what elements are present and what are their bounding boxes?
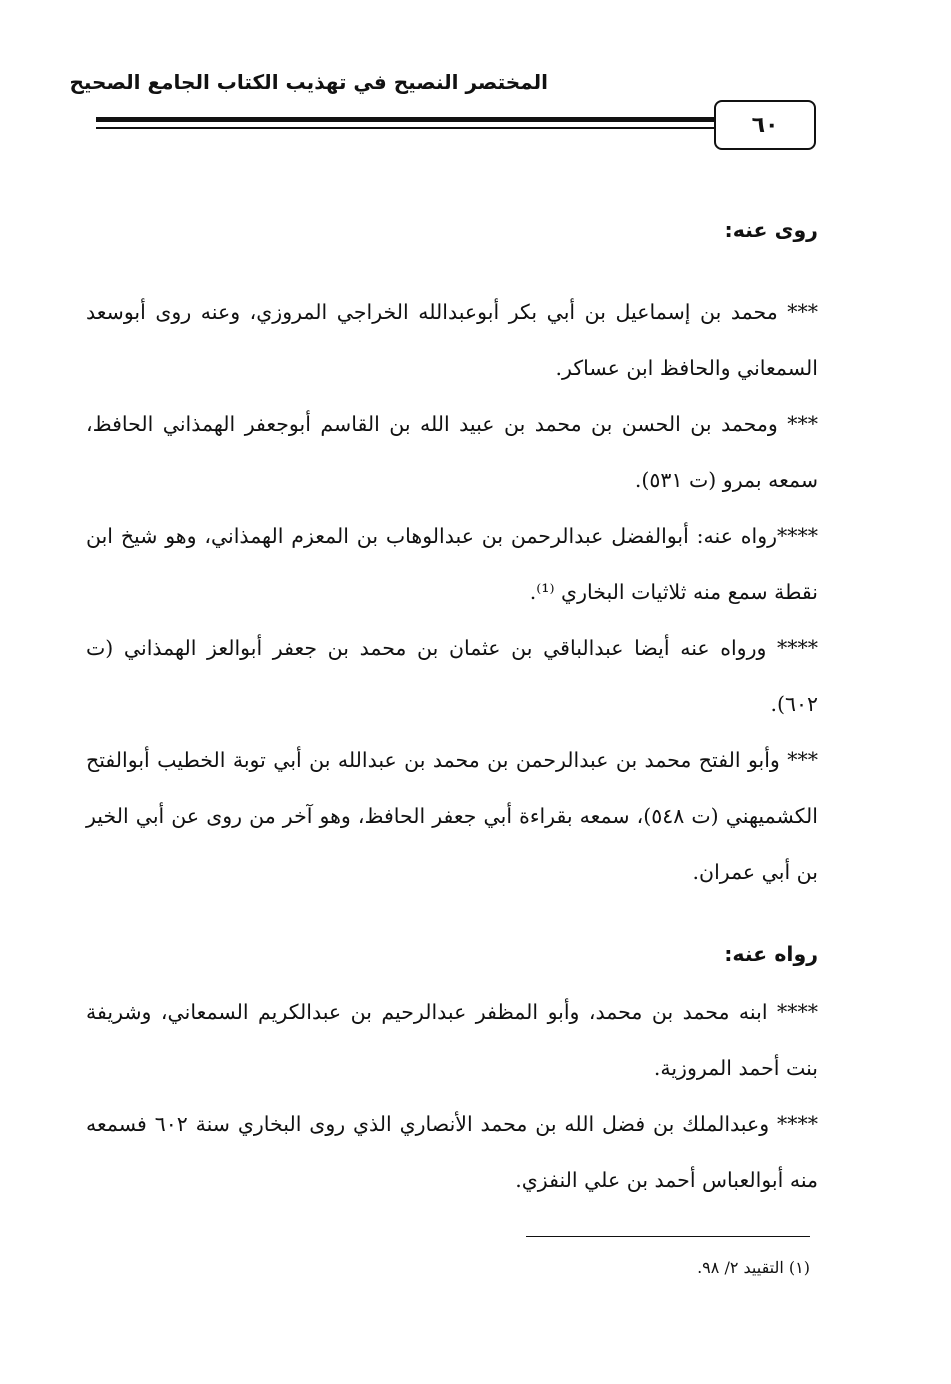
paragraph-2: *** ومحمد بن الحسن بن محمد بن عبيد الله بن القاسم أبوجعفر الهمذاني الحافظ، سمعه بمرو (ت ٥٣١). <box>86 412 818 492</box>
paragraph-5: *** وأبو الفتح محمد بن عبدالرحمن بن محمد بن عبدالله بن أبي توبة الخطيب أبوالفتح الكشميهني (ت ٥٤٨)، سمعه بقراءة أبي جعفر الحافظ، وهو آخر من روى عن أبي الخير بن أبي عمران. <box>86 748 819 884</box>
paragraph-6: **** ابنه محمد بن محمد، وأبو المظفر عبدالرحيم بن عبدالكريم السمعاني، وشريفة بنت أحمد المروزية. <box>86 1000 818 1080</box>
paragraph-4: **** ورواه عنه أيضا عبدالباقي بن عثمان بن محمد بن جعفر أبوالعز الهمذاني (ت ٦٠٢). <box>86 636 818 716</box>
spacer <box>86 900 818 924</box>
running-title: المختصر النصيح في تهذيب الكتاب الجامع الصحيح <box>69 70 548 94</box>
header-rule-thick <box>96 117 716 122</box>
paragraph-1: *** محمد بن إسماعيل بن أبي بكر أبوعبدالله الخراجي المروزي، وعنه روى أبوسعد السمعاني والحافظ ابن عساكر. <box>86 300 818 380</box>
section-heading-narrated-from-him: روى عنه: <box>724 218 818 242</box>
body-text <box>86 200 818 1208</box>
footnote-1: (١) التقييد ٢/ ٩٨. <box>697 1258 810 1277</box>
header-rule-thin <box>96 127 716 129</box>
section-heading-narrated-it-from-him: رواه عنه: <box>724 942 818 966</box>
spacer <box>86 260 818 284</box>
footnote-separator <box>526 1236 810 1237</box>
page-number: ٦٠ <box>714 100 816 150</box>
paragraph-7: **** وعبدالملك بن فضل الله بن محمد الأنصاري الذي روى البخاري سنة ٦٠٢ فسمعه منه أبوالعباس أحمد بن علي النفزي. <box>86 1112 818 1192</box>
paragraph-3: ****رواه عنه: أبوالفضل عبدالرحمن بن عبدالوهاب بن المعزم الهمذاني، وهو شيخ ابن نقطة سمع منه ثلاثيات البخاري ⁽¹⁾. <box>86 524 818 604</box>
